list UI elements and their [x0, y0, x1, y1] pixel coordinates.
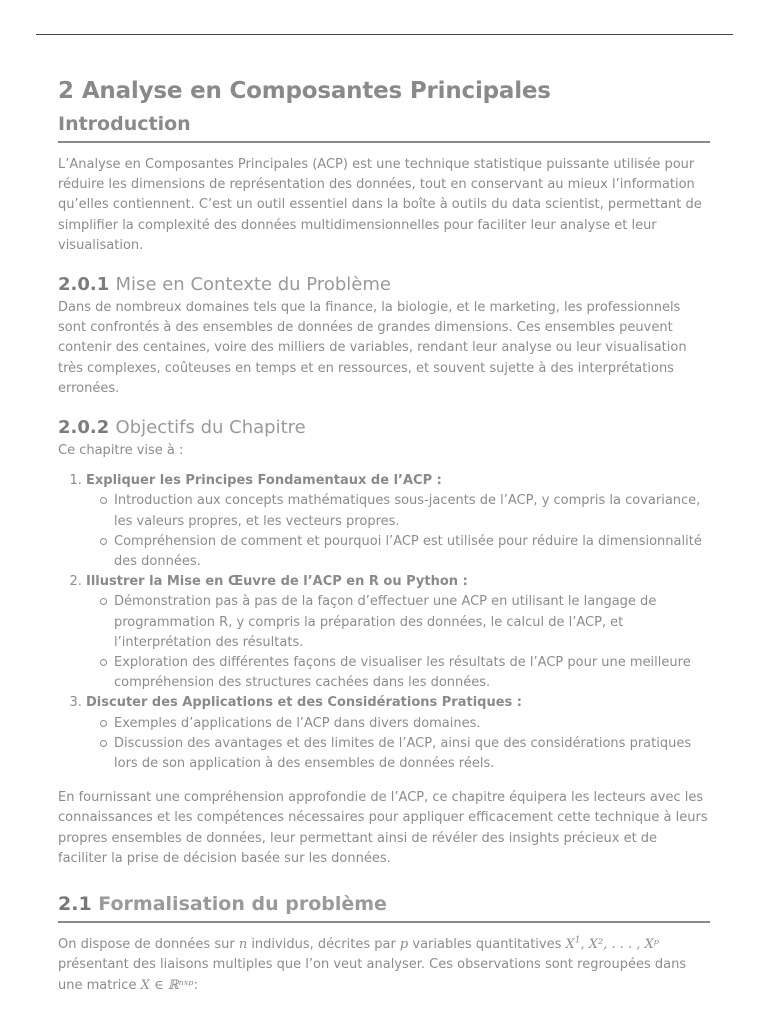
sub-list — [86, 491, 710, 572]
objective-title: Expliquer les Principes Fondamentaux de l’ACP : — [86, 473, 442, 489]
math-x: X — [565, 937, 575, 953]
intro-heading: Introduction — [58, 113, 710, 143]
chapter-title-text: Analyse en Composantes Principales — [81, 78, 551, 104]
formalisation-heading — [58, 893, 710, 923]
list-item — [114, 653, 710, 693]
conclusion-paragraph: En fournissant une compréhension approfondie de l’ACP, ce chapitre équipera les lecteurs avec les connaissances et les compétences nécessaires pour appliquer efficacement cette technique à leurs propres ensembles de données, leur permettant ainsi de révéler des insights précieux et de faciliter la prise de décision basée sur les données. — [58, 790, 708, 866]
math-n: n — [238, 937, 248, 953]
list-item — [114, 592, 710, 653]
bullet-text: Introduction aux concepts mathématiques sous-jacents de l’ACP, y compris la covariance, les valeurs propres, et les vecteurs propres. — [114, 493, 701, 529]
list-item — [86, 693, 710, 774]
objectives-title: Objectifs du Chapitre — [115, 417, 306, 439]
objective-title: Discuter des Applications et des Considérations Pratiques : — [86, 695, 522, 711]
objectives-number: 2.0.2 — [58, 417, 110, 439]
list-item — [114, 491, 710, 531]
list-item — [114, 714, 710, 734]
sub-list — [86, 714, 710, 775]
context-title: Mise en Contexte du Problème — [115, 274, 391, 296]
context-paragraph: Dans de nombreux domaines tels que la finance, la biologie, et le marketing, les professionnels sont confrontés à des ensembles de données de grandes dimensions. Ces ensembles peuvent contenir des centaines, voire des milliers de variables, rendant leur analyse ou leur visualisation très complexes, coûteuses en temps et en ressources, et souvent sujette à des interprétations erronées. — [58, 300, 687, 396]
bullet-text: Exploration des différentes façons de visualiser les résultats de l’ACP pour une meilleure compréhension des structures cachées dans les données. — [114, 655, 691, 691]
math-matrix: X ∈ ℝⁿˣᵖ — [140, 977, 194, 993]
circle-bullet-icon — [100, 740, 107, 747]
document-body — [58, 78, 710, 996]
bullet-text: Compréhension de comment et pourquoi l’ACP est utilisée pour réduire la dimensionnalité des données. — [114, 533, 702, 570]
sub-list — [86, 592, 710, 693]
objective-title: Illustrer la Mise en Œuvre de l’ACP en R ou Python : — [86, 574, 468, 590]
text-run: On dispose de données sur — [58, 937, 239, 953]
math-x-rest: , X², . . . , Xᵖ — [580, 937, 660, 953]
circle-bullet-icon — [100, 538, 107, 545]
circle-bullet-icon — [100, 720, 107, 727]
intro-paragraph: L’Analyse en Composantes Principales (ACP) est une technique statistique puissante utilisée pour réduire les dimensions de représentation des données, tout en conservant au mieux l’information qu’elles contiennent. C’est un outil essentiel dans la boîte à outils du data scientist, permettant de simplifier la complexité des données multidimensionnelles pour faciliter leur analyse et leur visualisation. — [58, 157, 702, 253]
circle-bullet-icon — [100, 659, 107, 666]
bullet-text: Discussion des avantages et des limites de l’ACP, ainsi que des considérations pratiques lors de son application à des ensembles de données réels. — [114, 735, 692, 772]
text-run: présentant des liaisons multiples que l’on veut analyser. Ces observations sont regroupées dans une matrice — [58, 957, 687, 993]
context-heading — [58, 274, 710, 295]
list-item — [86, 572, 710, 693]
objectives-list — [58, 471, 710, 774]
top-rule — [36, 34, 733, 35]
list-item — [86, 471, 710, 572]
chapter-title — [58, 78, 710, 104]
formalisation-title: Formalisation du problème — [98, 893, 387, 916]
objectives-lead: Ce chapitre vise à : — [58, 443, 184, 459]
objectives-heading — [58, 417, 710, 438]
circle-bullet-icon — [100, 497, 107, 504]
formalisation-number: 2.1 — [58, 893, 92, 916]
math-variables: $X^1$, X², . . . , Xᵖ — [565, 935, 660, 953]
list-item — [114, 734, 710, 774]
context-number: 2.0.1 — [58, 274, 110, 296]
bullet-text: Exemples d’applications de l’ACP dans divers domaines. — [114, 715, 481, 731]
list-item — [114, 532, 710, 572]
circle-bullet-icon — [100, 598, 107, 605]
math-p: p — [399, 937, 409, 953]
formalisation-paragraph — [58, 935, 710, 996]
chapter-number: 2 — [58, 78, 74, 104]
text-run: individus, décrites par — [247, 937, 400, 953]
text-run: : — [193, 977, 198, 993]
bullet-text: Démonstration pas à pas de la façon d’effectuer une ACP en utilisant le langage de programmation R, y compris la préparation des données, le calcul de l’ACP, et l’interprétation des résultats. — [114, 594, 657, 650]
text-run: variables quantitatives — [408, 937, 566, 953]
